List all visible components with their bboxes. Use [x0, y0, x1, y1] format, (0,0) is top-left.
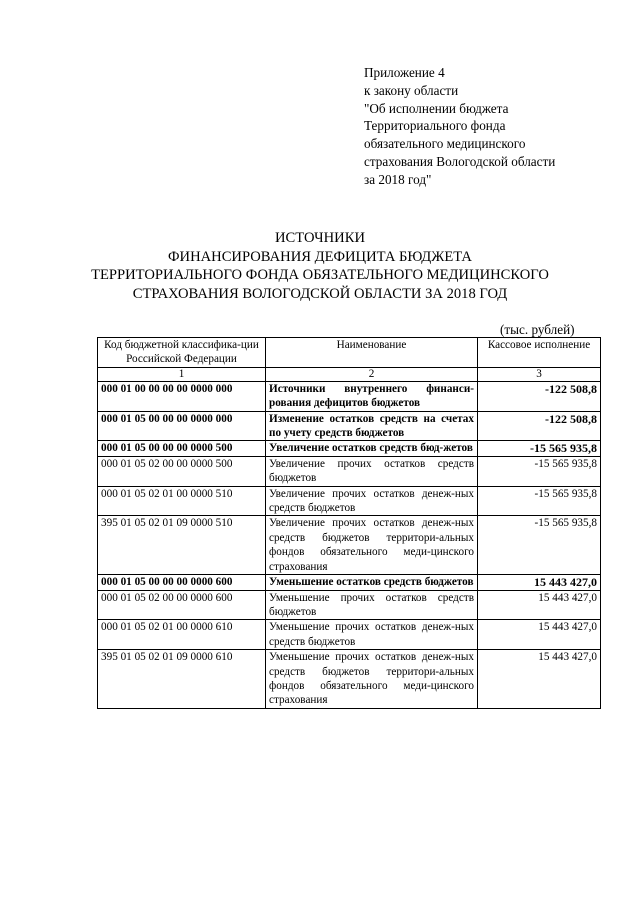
table-row [98, 456, 601, 486]
row-value: -122 508,8 [478, 411, 601, 441]
row-code: 395 01 05 02 01 09 0000 510 [98, 516, 266, 575]
appendix-reference [364, 64, 614, 189]
column-number-row [98, 367, 601, 381]
row-name: Увеличение остатков средств бюд-жетов [266, 441, 478, 456]
table-row [98, 516, 601, 575]
title-line: ИСТОЧНИКИ [274, 230, 365, 246]
appendix-line: Территориального фонда [364, 118, 506, 134]
title-line: ТЕРРИТОРИАЛЬНОГО ФОНДА ОБЯЗАТЕЛЬНОГО МЕДИЦИНСКОГО [91, 267, 549, 284]
table-row [98, 411, 601, 441]
units-label: (тыс. рублей) [500, 322, 575, 337]
table-row [98, 441, 601, 456]
appendix-line: обязательного медицинского [364, 136, 526, 152]
row-name: Уменьшение прочих остатков средств бюджетов [266, 590, 478, 620]
row-value: 15 443 427,0 [478, 575, 601, 590]
appendix-line: за 2018 год" [364, 171, 432, 187]
sources-table [97, 337, 601, 709]
appendix-line: Приложение 4 [364, 65, 445, 80]
row-value: -122 508,8 [478, 381, 601, 411]
row-code: 000 01 00 00 00 00 0000 000 [98, 381, 266, 411]
table-row [98, 650, 601, 709]
header-name: Наименование [266, 338, 478, 368]
table-row [98, 381, 601, 411]
table-row [98, 486, 601, 516]
table-header-row [98, 338, 601, 368]
row-code: 000 01 05 02 01 00 0000 510 [98, 486, 266, 516]
row-value: 15 443 427,0 [478, 620, 601, 650]
table-row [98, 575, 601, 590]
table-row [98, 620, 601, 650]
title-line: СТРАХОВАНИЯ ВОЛОГОДСКОЙ ОБЛАСТИ ЗА 2018 ГОД [132, 285, 508, 302]
row-value: -15 565 935,8 [478, 516, 601, 575]
row-name: Уменьшение остатков средств бюджетов [266, 575, 478, 590]
title-line: ФИНАНСИРОВАНИЯ ДЕФИЦИТА БЮДЖЕТА [168, 248, 472, 265]
document-title [0, 229, 640, 303]
row-value: -15 565 935,8 [478, 486, 601, 516]
row-code: 000 01 05 00 00 00 0000 500 [98, 441, 266, 456]
row-name: Уменьшение прочих остатков денеж-ных средств бюджетов [266, 620, 478, 650]
row-name: Источники внутреннего финанси-рования дефицитов бюджетов [266, 381, 478, 411]
appendix-line: "Об исполнении бюджета [364, 100, 509, 116]
table-row [98, 590, 601, 620]
appendix-line: к закону области [364, 82, 459, 98]
header-value: Кассовое исполнение [478, 338, 601, 368]
row-code: 000 01 05 00 00 00 0000 600 [98, 575, 266, 590]
header-code: Код бюджетной классифика-ции Российской Федерации [98, 338, 266, 368]
row-value: 15 443 427,0 [478, 590, 601, 620]
row-name: Уменьшение прочих остатков денеж-ных средств бюджетов территори-альных фондов обязательного меди-цинского страхования [266, 650, 478, 709]
row-name: Увеличение прочих остатков денеж-ных средств бюджетов [266, 486, 478, 516]
column-number: 1 [98, 367, 266, 381]
column-number: 2 [266, 367, 478, 381]
row-value: 15 443 427,0 [478, 650, 601, 709]
row-name: Изменение остатков средств на счетах по учету средств бюджетов [266, 411, 478, 441]
row-value: -15 565 935,8 [478, 441, 601, 456]
row-code: 000 01 05 02 01 00 0000 610 [98, 620, 266, 650]
row-name: Увеличение прочих остатков денеж-ных средств бюджетов территори-альных фондов обязательного меди-цинского страхования [266, 516, 478, 575]
row-code: 000 01 05 00 00 00 0000 000 [98, 411, 266, 441]
row-code: 395 01 05 02 01 09 0000 610 [98, 650, 266, 709]
column-number: 3 [478, 367, 601, 381]
appendix-line: страхования Вологодской области [364, 153, 556, 169]
row-code: 000 01 05 02 00 00 0000 600 [98, 590, 266, 620]
row-name: Увеличение прочих остатков средств бюджетов [266, 456, 478, 486]
row-value: -15 565 935,8 [478, 456, 601, 486]
row-code: 000 01 05 02 00 00 0000 500 [98, 456, 266, 486]
